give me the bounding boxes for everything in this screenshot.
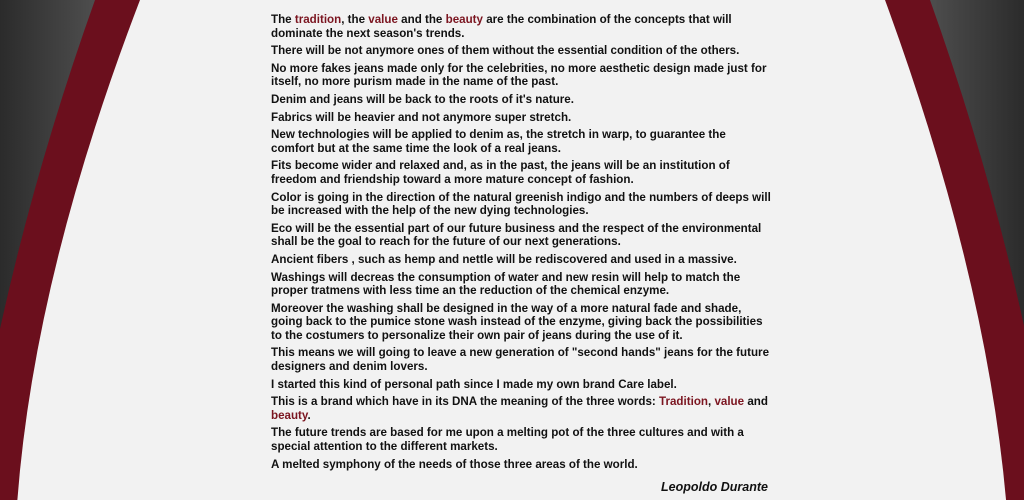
paragraph — [271, 302, 771, 343]
paragraph — [271, 159, 771, 186]
text-segment: and — [744, 395, 768, 409]
paragraph — [271, 128, 771, 155]
highlighted-word: value — [368, 13, 398, 26]
text-segment: Fits become wider and relaxed and, as in the past, the jeans will be an institution of freedom and friendship toward a more mature concept of fashion. — [271, 159, 730, 186]
text-segment: Eco will be the essential part of our future business and the respect of the environmental shall be the goal to reach for the future of our next generations. — [271, 221, 762, 249]
text-segment: This is a brand which have in its DNA the meaning of the three words: — [271, 395, 660, 409]
highlighted-word: value — [714, 395, 745, 409]
paragraph — [271, 395, 771, 422]
paragraph — [271, 93, 771, 107]
paragraph — [271, 13, 771, 40]
paragraph — [271, 191, 771, 218]
text-segment: are the combination of the concepts that will dominate the next season's trends. — [271, 13, 732, 40]
text-segment: . — [307, 408, 311, 422]
text-segment: New technologies will be applied to denim as, the stretch in warp, to guarantee the comfort but at the same time the look of a real jeans. — [271, 128, 726, 155]
text-segment: Denim and jeans will be back to the roots of it's nature. — [271, 92, 574, 106]
text-segment: A melted symphony of the needs of those three areas of the world. — [271, 457, 638, 471]
text-segment: No more fakes jeans made only for the celebrities, no more aesthetic design made just for itself, no more purism made in the name of the past. — [271, 61, 767, 89]
text-segment: I started this kind of personal path since I made my own brand Care label. — [271, 377, 677, 391]
paragraph — [271, 253, 771, 267]
highlighted-word: tradition — [294, 13, 342, 26]
text-segment: The future trends are based for me upon a melting pot of the three cultures and with a special attention to the different markets. — [271, 426, 744, 454]
highlighted-word: Tradition — [659, 395, 708, 409]
paragraph — [271, 426, 771, 453]
paragraph — [271, 458, 771, 472]
highlighted-word: beauty — [445, 13, 483, 26]
text-segment: Moreover the washing shall be designed in the way of a more natural fade and shade, going back to the pumice stone wash instead of the enzyme, giving back the possibilities to the costumers to personalize their own pair of jeans during the use of it. — [271, 301, 763, 342]
author-signature: Leopoldo Durante — [661, 480, 768, 494]
text-segment: There will be not anymore ones of them without the essential condition of the others. — [271, 44, 740, 58]
paragraph — [271, 378, 771, 392]
paragraph — [271, 44, 771, 58]
text-segment: , the — [341, 13, 369, 26]
text-segment: and the — [397, 13, 446, 26]
text-segment: Ancient fibers , such as hemp and nettle will be rediscovered and used in a massive. — [271, 252, 737, 266]
highlighted-word: beauty — [271, 408, 308, 422]
article-body — [271, 13, 771, 475]
text-segment: , — [707, 395, 715, 409]
text-segment: Fabrics will be heavier and not anymore super stretch. — [271, 110, 572, 124]
text-segment: Washings will decreas the consumption of water and new resin will help to match the proper tratmens with less time an the reduction of the chemical enzyme. — [271, 270, 741, 298]
paragraph — [271, 62, 771, 89]
text-segment: The — [271, 13, 295, 26]
paragraph — [271, 222, 771, 249]
paragraph — [271, 271, 771, 298]
text-segment: Color is going in the direction of the natural greenish indigo and the numbers of deeps will be increased with the help of the new dying technologies. — [271, 190, 771, 218]
paragraph — [271, 346, 771, 373]
paragraph — [271, 111, 771, 125]
text-segment: This means we will going to leave a new generation of "second hands" jeans for the future designers and denim lovers. — [271, 346, 770, 374]
